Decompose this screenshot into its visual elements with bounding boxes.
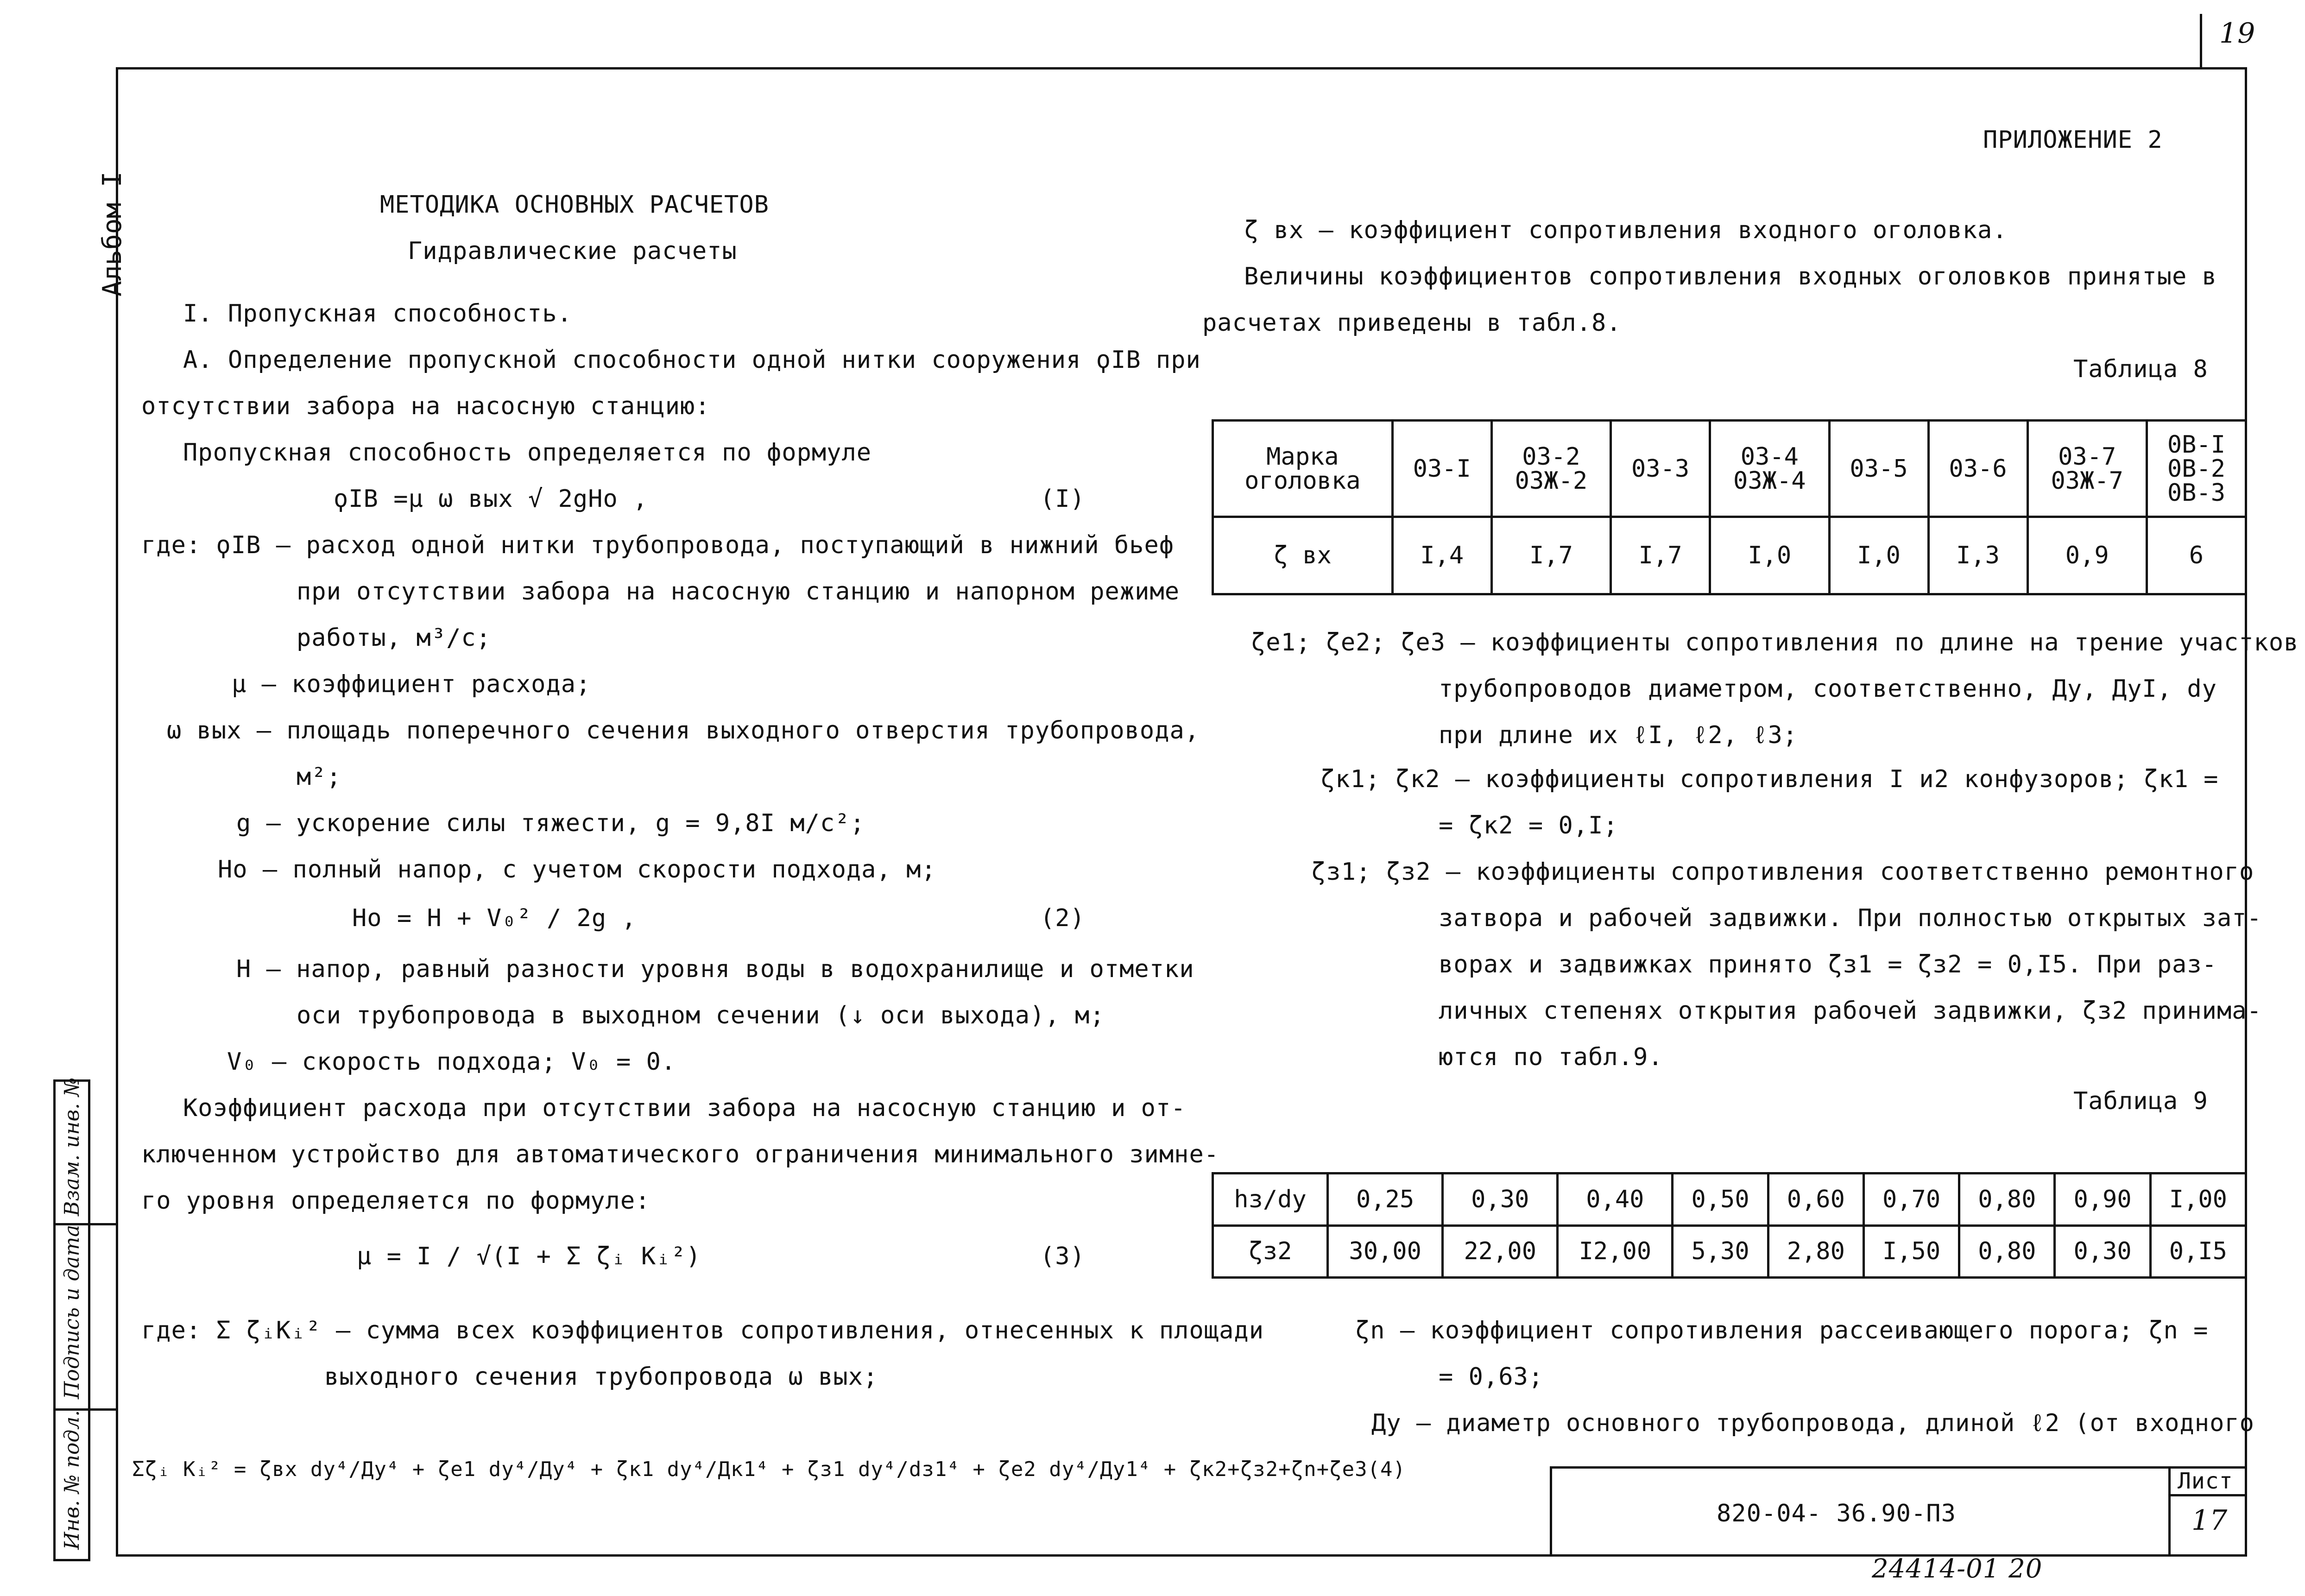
right-r2: Величины коэффициентов сопротивления входных оголовков принятые в [1244,263,2217,290]
page-title: МЕТОДИКА ОСНОВНЫХ РАСЧЕТОВ [380,191,769,219]
right-r10: затвора и рабочей задвижки. При полностью открытых зат- [1439,904,2262,932]
def-g12: где: Σ ζᵢKᵢ² – сумма всех коэффициентов сопротивления, отнесенных к площади [141,1317,1264,1344]
table9-label: Таблица 9 [2073,1087,2208,1115]
t8-v2: I,7 [1491,517,1610,594]
t9-r1-9: I,00 [2150,1173,2246,1226]
t9-r1-5: 0,60 [1768,1173,1863,1226]
t8-h1: 03-I [1392,421,1491,517]
t9-r1-0: hз/dy [1213,1173,1328,1226]
right-r14: ζn – коэффициент сопротивления рассеивающего порога; ζn = [1355,1317,2209,1344]
t8-v3: I,7 [1611,517,1710,594]
t8-v6: I,3 [1928,517,2027,594]
t8-h8: 0В-I 0В-2 0В-3 [2147,421,2246,517]
right-r16: Ду – диаметр основного трубопровода, длиной ℓ2 (от входного [1371,1409,2254,1437]
t9-r2-4: 5,30 [1673,1225,1768,1278]
t9-r1-1: 0,25 [1328,1173,1443,1226]
table-8-value-row [1213,517,2246,594]
t8-h6: 03-6 [1928,421,2027,517]
right-r12: личных степенях открытия рабочей задвижки, ζз2 принима- [1439,997,2262,1025]
formula-3: μ = I / √(I + Σ ζᵢ Kᵢ²) [357,1243,701,1270]
right-r15: = 0,63; [1439,1363,1544,1391]
def-g8: Ho – полный напор, с учетом скорости подхода, м; [218,856,936,883]
album-label: Альбом I [97,171,127,296]
appendix-label: ПРИЛОЖЕНИЕ 2 [1983,126,2163,154]
right-r3: расчетах приведены в табл.8. [1202,309,1622,337]
t9-r2-6: I,50 [1863,1225,1959,1278]
title-block-divider [2168,1466,2171,1554]
frame-top [116,67,2247,69]
page-corner-number: 19 [2219,17,2256,50]
t9-r2-7: 0,80 [1959,1225,2055,1278]
t9-r1-7: 0,80 [1959,1173,2055,1226]
t8-h4: 03-4 03Ж-4 [1710,421,1829,517]
t8-h3: 03-3 [1611,421,1710,517]
frame-right [2245,67,2247,1557]
side-label-sign: Подпись и дата [60,1224,84,1399]
def-g1: где: ϙIB – расход одной нитки трубопровода, поступающий в нижний бьеф [141,531,1175,559]
t8-h7: 03-7 03Ж-7 [2027,421,2147,517]
def-g11: V₀ – скорость подхода; V₀ = 0. [227,1048,676,1076]
formula-2: Ho = H + V₀² / 2g , [352,904,637,932]
t9-r2-5: 2,80 [1768,1225,1863,1278]
t9-r2-3: I2,00 [1558,1225,1673,1278]
para-k3: го уровня определяется по формуле: [141,1187,650,1215]
t9-r1-4: 0,50 [1673,1173,1768,1226]
section-1: I. Пропускная способность. [183,300,572,328]
def-g3: работы, м³/с; [297,624,491,652]
def-g7: g – ускорение силы тяжести, g = 9,8I м/с²; [236,809,865,837]
page-subtitle: Гидравлические расчеты [408,237,737,265]
side-label-inv: Инв. № подл. [60,1410,84,1550]
right-r5: трубопроводов диаметром, соответственно, Ду, ДуI, dy [1439,675,2217,703]
table-8-header-row [1213,421,2246,517]
formula-2-number: (2) [1040,904,1085,932]
right-r9: ζз1; ζз2 – коэффициенты сопротивления соответственно ремонтного [1311,858,2254,886]
side-label-replace: Взам. инв. № [60,1077,84,1216]
right-r6: при длине их ℓI, ℓ2, ℓ3; [1439,721,1798,749]
t8-h2: 03-2 03Ж-2 [1491,421,1610,517]
bottom-code: 24414-01 20 [1872,1554,2043,1584]
t8-v4: I,0 [1710,517,1829,594]
def-g4: μ – коэффициент расхода; [232,670,591,698]
t8-v0: ζ вх [1213,517,1393,594]
t9-r2-9: 0,I5 [2150,1225,2246,1278]
t8-h0: Марка оголовка [1213,421,1393,517]
para-a1: А. Определение пропускной способности одной нитки сооружения ϙIB при [183,346,1201,374]
table-9 [1212,1172,2247,1279]
t8-v1: I,4 [1392,517,1491,594]
formula-1: ϙIB =μ ω вых √ 2gHo , [334,485,648,513]
right-r8: = ζк2 = 0,I; [1439,812,1618,839]
para-a2: отсутствии забора на насосную станцию: [141,392,710,420]
doc-code: 820-04- 36.90-ПЗ [1717,1500,1956,1527]
t8-v8: 6 [2147,517,2246,594]
right-r11: ворах и задвижках принято ζз1 = ζз2 = 0,I5. При раз- [1439,951,2217,978]
table-8 [1212,419,2247,595]
sheet-label: Лист [2178,1468,2233,1494]
t9-r1-6: 0,70 [1863,1173,1959,1226]
t9-r2-0: ζз2 [1213,1225,1328,1278]
def-g9: H – напор, равный разности уровня воды в водохранилище и отметки [236,955,1194,983]
t9-r2-2: 22,00 [1443,1225,1558,1278]
para-k1: Коэффициент расхода при отсутствии забора на насосную станцию и от- [183,1094,1186,1122]
t8-v5: I,0 [1829,517,1928,594]
t9-r1-8: 0,90 [2055,1173,2150,1226]
right-r1: ζ вх – коэффициент сопротивления входного оголовка. [1244,216,2008,244]
right-r7: ζк1; ζк2 – коэффициенты сопротивления I и2 конфузоров; ζк1 = [1320,765,2219,793]
sheet-number: 17 [2191,1504,2228,1537]
formula-3-number: (3) [1040,1243,1085,1270]
para-k2: ключенном устройство для автоматического ограничения минимального зимне- [141,1141,1219,1168]
t8-v7: 0,9 [2027,517,2147,594]
corner-mark [2200,14,2202,69]
para-p1: Пропускная способность определяется по формуле [183,439,872,467]
def-g13: выходного сечения трубопровода ω вых; [324,1363,878,1391]
def-g2: при отсутствии забора на насосную станцию и напорном режиме [297,578,1180,606]
t9-r1-3: 0,40 [1558,1173,1673,1226]
table8-label: Таблица 8 [2073,355,2208,383]
table-9-row-2 [1213,1225,2246,1278]
def-g5: ω вых – площадь поперечного сечения выходного отверстия трубопровода, [167,717,1200,744]
t8-h5: 03-5 [1829,421,1928,517]
right-r4: ζe1; ζe2; ζe3 – коэффициенты сопротивления по длине на трение участков [1251,629,2299,656]
formula-4: Σζᵢ Kᵢ² = ζвх dy⁴/Ду⁴ + ζe1 dy⁴/Ду⁴ + ζк1 dy⁴/Дк1⁴ + ζз1 dy⁴/dз1⁴ + ζe2 dy⁴/Ду1⁴ + ζк2+ζз2+ζn+ζe3(4) [132,1457,1406,1481]
t9-r2-1: 30,00 [1328,1225,1443,1278]
formula-1-number: (I) [1040,485,1085,513]
table-9-row-1 [1213,1173,2246,1226]
def-g6: м²; [297,763,341,791]
t9-r2-8: 0,30 [2055,1225,2150,1278]
right-r13: ются по табл.9. [1439,1043,1663,1071]
t9-r1-2: 0,30 [1443,1173,1558,1226]
def-g10: оси трубопровода в выходном сечении (↓ оси выхода), м; [297,1002,1105,1029]
